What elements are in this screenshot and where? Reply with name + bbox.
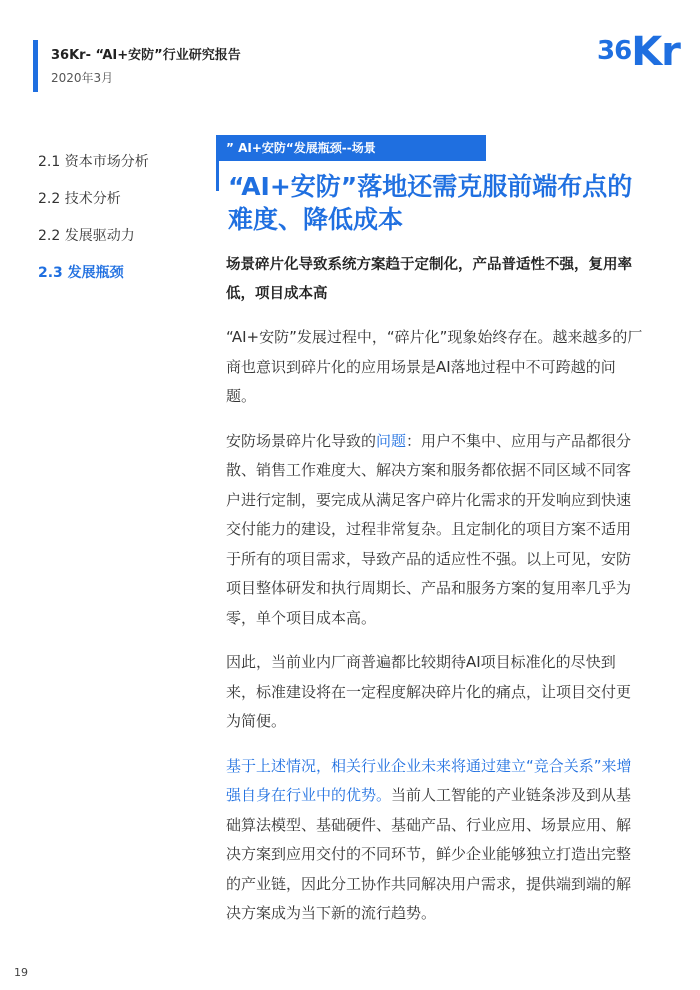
paragraph-1: “AI+安防”发展过程中，“碎片化”现象始终存在。越来越多的厂商也意识到碎片化的应用场景是AI落地过程中不可跨越的问题。 [226,328,643,405]
headline-accent-rule [216,161,219,191]
paragraph-4-highlight: 基于上述情况，相关行业企业未来将通过建立“竞合关系”来增强自身在行业中的优势。 [226,756,632,804]
toc-item-drivers[interactable]: 2.2 发展驱动力 [38,228,135,244]
report-title: 36Kr- “AI+安防”行业研究报告 [51,48,241,63]
paragraph-2 [226,427,644,634]
paragraph-4-rest: 当前人工智能的产业链条涉及到从基础算法模型、基础硬件、基础产品、行业应用、场景应用、解决方案到应用交付的不同环节，鲜少企业能够独立打造出完整的产业链，因此分工协作共同解决用户需求，提供端到端的解决方案成为当下新的流行趋势。 [226,786,632,922]
section-tag: ” AI+安防“发展瓶颈--场景 [216,135,486,161]
paragraph-2-lead: 安防场景碎片化导致的 [226,431,377,450]
page-number: 19 [14,966,28,979]
body-text [226,323,644,944]
problem-link[interactable]: 问题 [376,431,407,450]
paragraph-4 [226,752,644,929]
paragraph-3: 因此，当前业内厂商普遍都比较期待AI项目标准化的尽快到来，标准建设将在一定程度解决碎片化的痛点，让项目交付更为简便。 [226,653,632,730]
logo-number: 36 [597,36,632,66]
paragraph-2-rest: ：用户不集中、应用与产品都很分散、销售工作难度大、解决方案和服务都依据不同区域不同客户进行定制，要完成从满足客户碎片化需求的开发响应到快速交付能力的建设，过程非常复杂。且定制化的项目方案不适用于所有的项目需求，导致产品的适应性不强。以上可见，安防项目整体研发和执行周期长、产品和服务方案的复用率几乎为零，单个项目成本高。 [226,431,632,627]
36kr-logo [597,29,680,75]
header-accent-bar [33,40,38,92]
logo-kr: Kr [631,29,680,75]
toc-item-capital-market[interactable]: 2.1 资本市场分析 [38,154,149,170]
toc-item-bottlenecks[interactable]: 2.3 发展瓶颈 [38,265,124,281]
toc-sidebar [38,152,149,300]
subheadline: 场景碎片化导致系统方案趋于定制化，产品普适性不强，复用率低，项目成本高 [226,257,632,302]
toc-item-technology[interactable]: 2.2 技术分析 [38,191,121,207]
page-headline: “AI+安防”落地还需克服前端布点的难度、降低成本 [228,172,633,234]
report-date: 2020年3月 [51,71,114,85]
